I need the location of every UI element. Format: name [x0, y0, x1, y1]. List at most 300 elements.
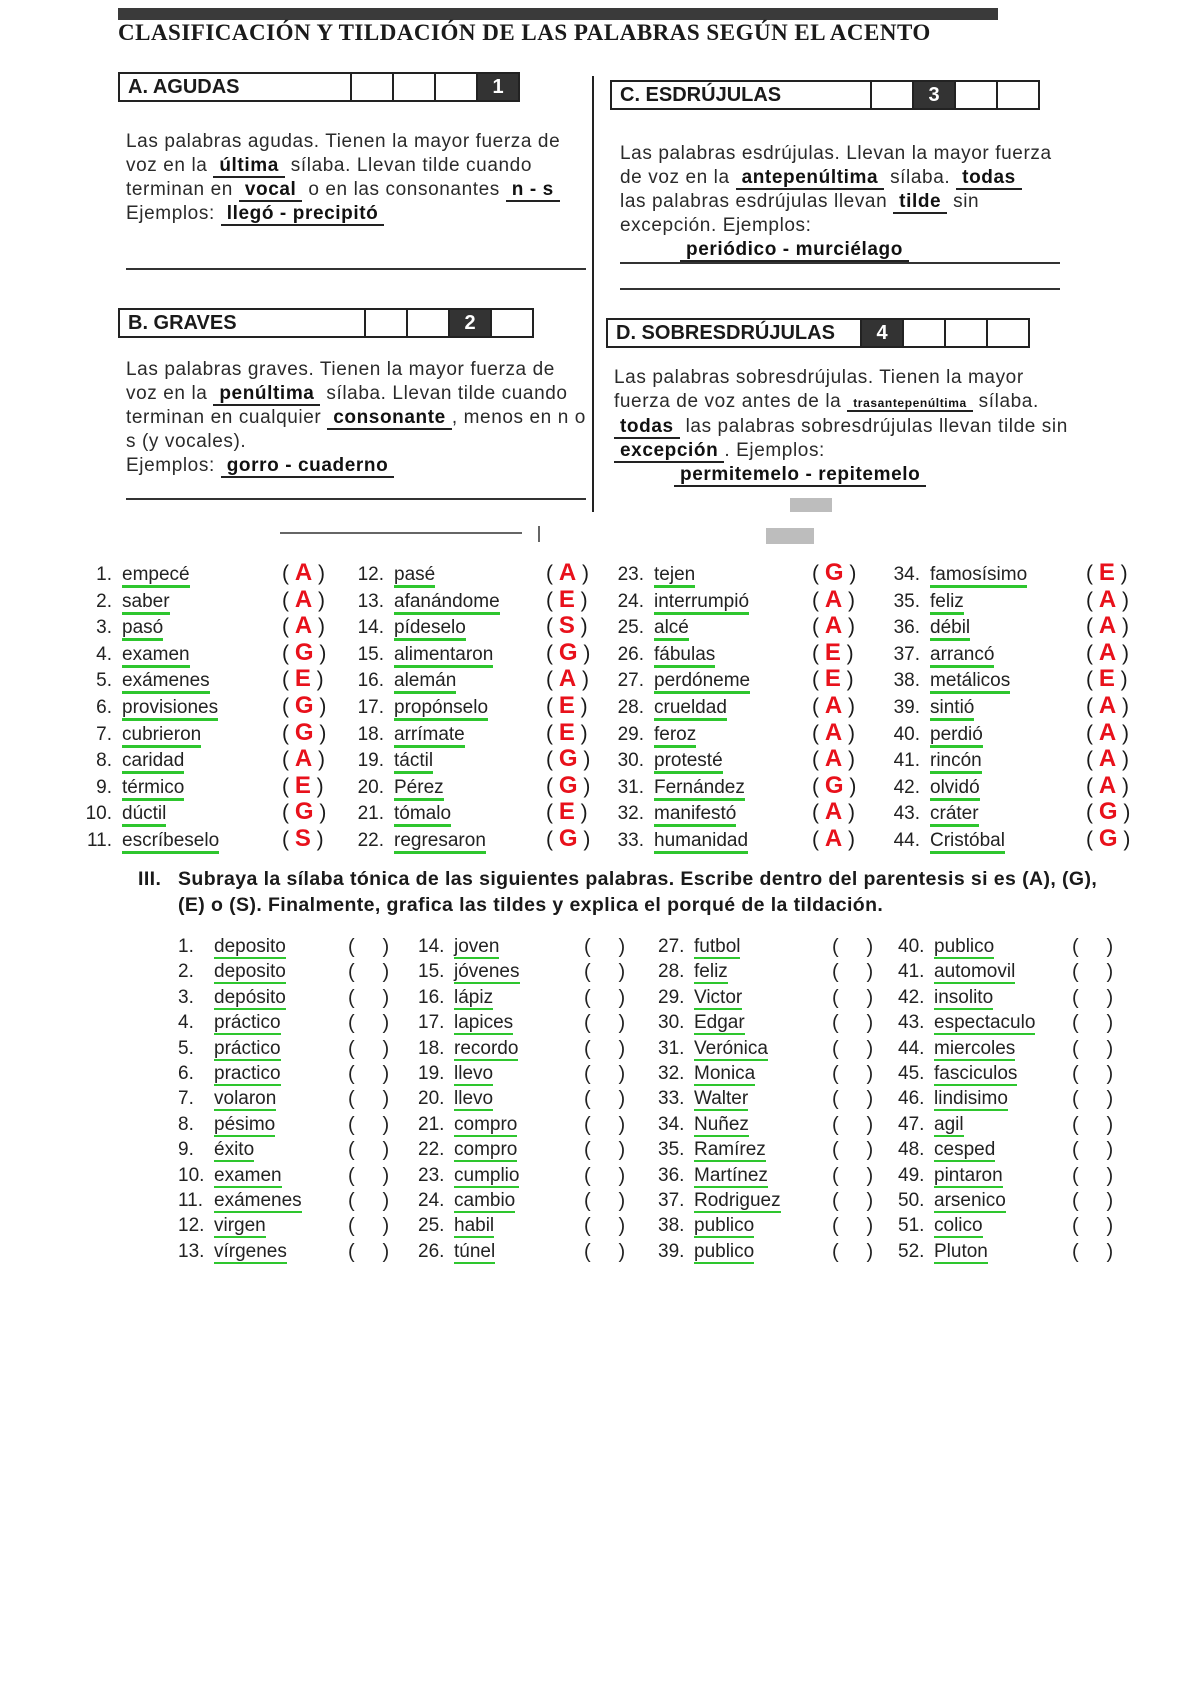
ex3-answer-box[interactable]: ( ) [584, 1114, 626, 1136]
ex3-item-word: jóvenes [454, 961, 520, 982]
ex2-item-word: regresaron [394, 830, 486, 854]
ex2-item-number: 43. [893, 803, 920, 824]
fill-antepenultima: antepenúltima [736, 167, 885, 190]
ex3-answer-box[interactable]: ( ) [348, 1139, 390, 1161]
ex3-item-word: deposito [214, 961, 286, 982]
fill-todas-d: todas [614, 416, 680, 439]
ex3-item-number: 39. [658, 1241, 685, 1262]
ex3-item [898, 961, 1015, 983]
ex3-item-number: 29. [658, 987, 685, 1008]
ex2-item-word: afanándome [394, 591, 500, 615]
ex2-item [886, 803, 979, 825]
ex3-answer-box[interactable]: ( ) [348, 961, 390, 983]
ex3-item-number: 37. [658, 1190, 685, 1211]
ex2-answer-letter: G [824, 772, 844, 799]
ex3-item-number: 13. [178, 1241, 205, 1262]
ex2-item [886, 777, 980, 799]
ex2-item-word: empecé [122, 564, 190, 588]
ex2-item-word: tejen [654, 564, 695, 588]
ex2-item-number: 16. [357, 670, 384, 691]
ex2-item-number: 18. [357, 724, 384, 745]
ex3-item-word: pésimo [214, 1114, 276, 1135]
ex3-item [658, 936, 740, 958]
ex2-item-word: arrancó [930, 644, 994, 668]
ex3-answer-box[interactable]: ( ) [1072, 1215, 1114, 1237]
ex2-answer-letter: A [1098, 719, 1117, 746]
ex3-item [418, 1063, 493, 1085]
ex3-answer-box[interactable]: ( ) [584, 1038, 626, 1060]
fill-consonante: consonante [327, 407, 452, 430]
section-d-text: Las palabras sobresdrújulas. Tienen la mayor fuerza de voz antes de la trasantepenúltima sílaba. todas las palabras sobresdrújulas llevan tilde sin excepción . Ejemplos: permitemelo - repitemelo [614, 367, 1068, 485]
ex3-answer-box[interactable]: ( ) [348, 1165, 390, 1187]
ex2-item-word: térmico [122, 777, 184, 801]
ex3-item-number: 40. [898, 936, 925, 957]
ex2-answer: ( G ) [812, 559, 857, 586]
ex3-answer-box[interactable]: ( ) [584, 1139, 626, 1161]
ex2-item [886, 617, 970, 639]
fill-trasantepenultima: trasantepenúltima [847, 396, 973, 412]
ex3-answer-box[interactable]: ( ) [1072, 987, 1114, 1009]
ex3-item [898, 936, 994, 958]
ex3-answer-box[interactable]: ( ) [584, 987, 626, 1009]
ex3-answer-box[interactable]: ( ) [584, 961, 626, 983]
ex2-answer-letter: G [294, 798, 314, 825]
ex2-answer: ( A ) [812, 692, 855, 719]
ex3-answer-box[interactable]: ( ) [348, 1088, 390, 1110]
ex3-answer-box[interactable]: ( ) [832, 961, 874, 983]
section-d-header [606, 318, 1030, 348]
section-c-header [610, 80, 1040, 110]
ex3-answer-box[interactable]: ( ) [1072, 961, 1114, 983]
ex3-answer-box[interactable]: ( ) [1072, 1038, 1114, 1060]
ex2-item-number: 30. [617, 750, 644, 771]
ex3-item [898, 1038, 1015, 1060]
ex2-item [610, 830, 748, 852]
ex2-answer: ( A ) [812, 745, 855, 772]
ex2-item-word: Fernández [654, 777, 745, 801]
ex3-item-number: 2. [178, 961, 194, 982]
ex3-item-word: túnel [454, 1241, 496, 1262]
ex2-answer: ( A ) [1086, 586, 1129, 613]
ex3-answer-box[interactable]: ( ) [832, 1190, 874, 1212]
ex2-item-number: 28. [617, 697, 644, 718]
ex2-item-number: 40. [893, 724, 920, 745]
ex3-item-number: 34. [658, 1114, 685, 1135]
ex2-answer: ( G ) [282, 639, 327, 666]
ex2-answer-letter: S [294, 825, 311, 852]
ex2-item-number: 23. [617, 564, 644, 585]
ex3-item-word: vírgenes [214, 1241, 287, 1262]
ex3-answer-box[interactable]: ( ) [584, 1063, 626, 1085]
ex2-item-number: 29. [617, 724, 644, 745]
ex2-item-number: 35. [893, 591, 920, 612]
ex3-answer-box[interactable]: ( ) [1072, 1190, 1114, 1212]
ex2-answer-letter: E [824, 665, 841, 692]
ex3-answer-box[interactable]: ( ) [348, 1215, 390, 1237]
ex2-answer-letter: A [558, 559, 577, 586]
ex3-item-number: 15. [418, 961, 445, 982]
ex2-answer-letter: S [558, 612, 575, 639]
ex2-answer: ( A ) [1086, 745, 1129, 772]
ex3-answer-box[interactable]: ( ) [832, 1215, 874, 1237]
ex2-item [78, 591, 170, 613]
ex3-answer-box[interactable]: ( ) [832, 1088, 874, 1110]
ex2-answer: ( G ) [812, 772, 857, 799]
ex3-item-word: futbol [694, 936, 741, 957]
ex3-item-word: fasciculos [934, 1063, 1018, 1084]
ex2-item [610, 670, 750, 692]
ex2-answer-letter: A [1098, 692, 1117, 719]
ex2-answer: ( A ) [1086, 612, 1129, 639]
ex2-item-number: 4. [96, 644, 112, 665]
ex3-item-word: Nuñez [694, 1114, 749, 1135]
ex2-item [350, 617, 466, 639]
ex2-item [886, 564, 1027, 586]
ex3-item [898, 1088, 1008, 1110]
ex2-answer: ( G ) [546, 772, 591, 799]
ex3-answer-box[interactable]: ( ) [1072, 1114, 1114, 1136]
ex3-item [418, 936, 499, 958]
ex2-answer-letter: E [1098, 559, 1115, 586]
ex2-answer: ( A ) [1086, 772, 1129, 799]
ex2-answer: ( A ) [812, 798, 855, 825]
ex3-item [418, 1190, 515, 1212]
ex2-item-number: 34. [893, 564, 920, 585]
ex2-answer-letter: E [558, 719, 575, 746]
ex3-item-number: 50. [898, 1190, 925, 1211]
ex3-item-number: 7. [178, 1088, 194, 1109]
ex3-item-number: 25. [418, 1215, 445, 1236]
ex3-item [418, 1012, 513, 1034]
ex2-item-number: 36. [893, 617, 920, 638]
ex2-item-number: 15. [357, 644, 384, 665]
ex2-answer: ( G ) [282, 719, 327, 746]
ex3-answer-box[interactable]: ( ) [832, 1038, 874, 1060]
ex2-item [610, 644, 715, 666]
ex2-item-number: 26. [617, 644, 644, 665]
ex3-item [418, 1114, 517, 1136]
ex2-item-word: examen [122, 644, 190, 668]
ex3-item [658, 1038, 768, 1060]
ex2-answer: ( G ) [546, 825, 591, 852]
ex3-item-word: insolito [934, 987, 994, 1008]
ex2-item [886, 697, 974, 719]
ex2-item-word: Pérez [394, 777, 444, 801]
ex3-item-number: 21. [418, 1114, 445, 1135]
ex2-item-number: 31. [617, 777, 644, 798]
ex2-answer-letter: A [824, 798, 843, 825]
ex3-item-word: éxito [214, 1139, 255, 1160]
ex2-item [78, 830, 219, 852]
ex3-answer-box[interactable]: ( ) [584, 936, 626, 958]
ex3-item [178, 1190, 302, 1212]
ex2-answer-letter: E [294, 772, 311, 799]
ex3-item [658, 1063, 755, 1085]
ex2-item-word: exámenes [122, 670, 210, 694]
ex3-item-word: joven [454, 936, 500, 957]
ex2-item [78, 777, 184, 799]
ex2-answer: ( A ) [282, 586, 325, 613]
ex2-item-number: 27. [617, 670, 644, 691]
ex3-item-word: pintaron [934, 1165, 1003, 1186]
ex3-item [418, 987, 493, 1009]
ex3-answer-box[interactable]: ( ) [348, 1063, 390, 1085]
ex3-item-word: cesped [934, 1139, 996, 1160]
ex3-item [658, 1012, 745, 1034]
ex3-answer-box[interactable]: ( ) [1072, 1088, 1114, 1110]
ex3-answer-box[interactable]: ( ) [584, 1190, 626, 1212]
ex3-answer-box[interactable]: ( ) [584, 1012, 626, 1034]
ex3-item-word: lapices [454, 1012, 514, 1033]
ex2-answer-letter: A [294, 612, 313, 639]
ex2-answer-letter: E [824, 639, 841, 666]
ex3-item-number: 6. [178, 1063, 194, 1084]
ex3-item-word: agil [934, 1114, 964, 1135]
ex3-item-word: habil [454, 1215, 495, 1236]
ex3-answer-box[interactable]: ( ) [832, 936, 874, 958]
ex3-item [658, 1215, 754, 1237]
ex2-answer: ( A ) [812, 825, 855, 852]
ex3-item-number: 36. [658, 1165, 685, 1186]
ex2-answer-letter: A [824, 745, 843, 772]
ex2-item [78, 724, 201, 746]
ex3-item-number: 3. [178, 987, 194, 1008]
ex3-answer-box[interactable]: ( ) [1072, 936, 1114, 958]
ex3-item-word: compro [454, 1114, 518, 1135]
ex3-item [898, 1139, 995, 1161]
ex2-answer: ( A ) [1086, 639, 1129, 666]
ex3-item-number: 45. [898, 1063, 925, 1084]
ex3-item-word: recordo [454, 1038, 519, 1059]
ex2-item [78, 670, 210, 692]
section-c-text: Las palabras esdrújulas. Llevan la mayor fuerza de voz en la antepenúltima sílaba. todas las palabras esdrújulas llevan tilde sin excepción. Ejemplos: periódico - murciélago [620, 143, 1052, 260]
ex3-item-number: 23. [418, 1165, 445, 1186]
ex2-item-number: 7. [96, 724, 112, 745]
ex2-item-word: arrímate [394, 724, 465, 748]
ex2-item-number: 21. [357, 803, 384, 824]
ex3-item-number: 47. [898, 1114, 925, 1135]
ex3-item-number: 4. [178, 1012, 194, 1033]
ex3-item-word: deposito [214, 936, 286, 957]
ex2-item-number: 6. [96, 697, 112, 718]
ex2-item-word: humanidad [654, 830, 748, 854]
ex3-item-word: miercoles [934, 1038, 1016, 1059]
fill-examples-d: permitemelo - repitemelo [674, 464, 926, 487]
ex2-item [350, 803, 451, 825]
ex3-item-number: 8. [178, 1114, 194, 1135]
ex3-item-number: 30. [658, 1012, 685, 1033]
ex3-item-number: 20. [418, 1088, 445, 1109]
ex2-item [350, 724, 465, 746]
ex2-item [886, 591, 964, 613]
ex2-item-number: 33. [617, 830, 644, 851]
ex3-answer-box[interactable]: ( ) [584, 1241, 626, 1263]
ex2-answer-letter: E [558, 692, 575, 719]
ex3-item-number: 49. [898, 1165, 925, 1186]
ex2-answer: ( G ) [1086, 825, 1131, 852]
ex2-answer: ( E ) [282, 772, 324, 799]
ex2-item-word: caridad [122, 750, 184, 774]
ex2-item-number: 42. [893, 777, 920, 798]
ex2-answer-letter: A [294, 745, 313, 772]
ex2-item [350, 564, 435, 586]
ex2-item-number: 3. [96, 617, 112, 638]
ex2-item-number: 19. [357, 750, 384, 771]
ex3-answer-box[interactable]: ( ) [832, 987, 874, 1009]
ex2-item-number: 5. [96, 670, 112, 691]
ex3-item-word: Victor [694, 987, 743, 1008]
ex2-item-word: dúctil [122, 803, 166, 827]
ex2-item-number: 24. [617, 591, 644, 612]
ex2-item-number: 8. [96, 750, 112, 771]
ex3-item-word: llevo [454, 1063, 494, 1084]
ex2-item-number: 22. [357, 830, 384, 851]
ex2-answer: ( G ) [546, 639, 591, 666]
ex3-answer-box[interactable]: ( ) [1072, 1139, 1114, 1161]
ex3-answer-box[interactable]: ( ) [348, 1190, 390, 1212]
ex3-answer-box[interactable]: ( ) [584, 1088, 626, 1110]
ex3-item-word: publico [934, 936, 995, 957]
ex3-answer-box[interactable]: ( ) [348, 1012, 390, 1034]
ex3-answer-box[interactable]: ( ) [832, 1012, 874, 1034]
ex3-item [898, 1114, 964, 1136]
ex3-item-number: 42. [898, 987, 925, 1008]
ex3-item-word: examen [214, 1165, 282, 1186]
ex3-answer-box[interactable]: ( ) [584, 1215, 626, 1237]
ex2-item-word: Cristóbal [930, 830, 1005, 854]
ex3-item [898, 1012, 1035, 1034]
ex3-item [658, 961, 728, 983]
ex3-item-word: espectaculo [934, 1012, 1036, 1033]
ex2-item-number: 41. [893, 750, 920, 771]
ex3-item-number: 27. [658, 936, 685, 957]
ex2-item [350, 644, 493, 666]
ex2-item-word: feroz [654, 724, 696, 748]
ex3-answer-box[interactable]: ( ) [584, 1165, 626, 1187]
ex2-answer: ( E ) [812, 639, 854, 666]
fill-vocal: vocal [239, 179, 303, 202]
ex2-item-number: 44. [893, 830, 920, 851]
ex3-answer-box[interactable]: ( ) [1072, 1165, 1114, 1187]
ex3-item-number: 48. [898, 1139, 925, 1160]
ex3-item-number: 51. [898, 1215, 925, 1236]
ex2-item-word: propónselo [394, 697, 488, 721]
ex3-item-word: lindisimo [934, 1088, 1008, 1109]
ex3-item [178, 961, 286, 983]
ex3-item-word: automovil [934, 961, 1016, 982]
ex3-item [658, 1114, 749, 1136]
ex3-item [898, 1165, 1003, 1187]
ex3-item-number: 12. [178, 1215, 205, 1236]
ex3-item-word: Rodriguez [694, 1190, 781, 1211]
exercise-3-instruction: III. Subraya la sílaba tónica de las siguientes palabras. Escribe dentro del parentesis si es (A), (G), (E) o (S). Finalmente, grafica las tildes y explica el porqué de la tildación. [138, 868, 1098, 916]
section-b-header [118, 308, 534, 338]
ex2-item-word: pídeselo [394, 617, 466, 641]
ex2-item [350, 670, 456, 692]
ex3-answer-box[interactable]: ( ) [348, 1241, 390, 1263]
ex3-item-number: 16. [418, 987, 445, 1008]
ex2-item-word: táctil [394, 750, 433, 774]
ex3-item-number: 35. [658, 1139, 685, 1160]
ex3-item [418, 1139, 517, 1161]
ex2-answer: ( A ) [812, 586, 855, 613]
ex3-item-word: cambio [454, 1190, 516, 1211]
ex3-item [178, 1165, 282, 1187]
scan-header-bar [118, 8, 998, 20]
ex2-answer-letter: G [294, 692, 314, 719]
ex3-item [658, 1139, 766, 1161]
ex2-item-word: cráter [930, 803, 979, 827]
section-d-title: D. SOBRESDRÚJULAS [616, 321, 835, 344]
section-a-number: 1 [476, 74, 518, 100]
ex2-item-number: 37. [893, 644, 920, 665]
ex2-answer-letter: E [558, 798, 575, 825]
ex2-item [350, 750, 433, 772]
ex3-item [178, 1114, 275, 1136]
ex2-item [886, 830, 1005, 852]
ex2-answer: ( E ) [546, 798, 588, 825]
ex3-answer-box[interactable]: ( ) [348, 936, 390, 958]
ex2-answer-letter: G [558, 745, 578, 772]
ex3-answer-box[interactable]: ( ) [1072, 1063, 1114, 1085]
ex3-item-word: Verónica [694, 1038, 768, 1059]
ex3-item [898, 1215, 983, 1237]
ex3-item-number: 26. [418, 1241, 445, 1262]
ex3-answer-box[interactable]: ( ) [348, 1114, 390, 1136]
ex2-item-number: 13. [357, 591, 384, 612]
ex2-answer-letter: G [558, 825, 578, 852]
ex3-item [178, 1215, 266, 1237]
ex3-item-number: 10. [178, 1165, 205, 1186]
page-title: CLASIFICACIÓN Y TILDACIÓN DE LAS PALABRAS SEGÚN EL ACENTO [118, 20, 931, 45]
ex2-item-number: 38. [893, 670, 920, 691]
ex3-item [418, 1088, 493, 1110]
ex3-item-number: 14. [418, 936, 445, 957]
ex2-answer: ( A ) [812, 719, 855, 746]
ex2-answer-letter: G [1098, 825, 1118, 852]
ex3-answer-box[interactable]: ( ) [832, 1114, 874, 1136]
section-c-title: C. ESDRÚJULAS [620, 83, 782, 106]
ex3-item [178, 987, 286, 1009]
ex3-answer-box[interactable]: ( ) [348, 987, 390, 1009]
ex2-item [886, 750, 982, 772]
exercise-3-label: III. [138, 868, 162, 890]
ex3-answer-box[interactable]: ( ) [832, 1063, 874, 1085]
ex2-item-word: protesté [654, 750, 723, 774]
ex3-answer-box[interactable]: ( ) [832, 1139, 874, 1161]
ex3-item-number: 31. [658, 1038, 685, 1059]
ex2-item-word: sintió [930, 697, 974, 721]
ex3-item [658, 1190, 781, 1212]
ex3-answer-box[interactable]: ( ) [348, 1038, 390, 1060]
ex3-item-word: Walter [694, 1088, 749, 1109]
ex2-item-word: interrumpió [654, 591, 749, 615]
ex2-item-word: provisiones [122, 697, 218, 721]
ex3-answer-box[interactable]: ( ) [832, 1241, 874, 1263]
ex3-item-word: arsenico [934, 1190, 1006, 1211]
ex2-answer: ( E ) [282, 665, 324, 692]
ex2-answer-letter: A [294, 586, 313, 613]
ex3-answer-box[interactable]: ( ) [1072, 1012, 1114, 1034]
ex3-answer-box[interactable]: ( ) [832, 1165, 874, 1187]
ex3-item [418, 961, 520, 983]
ex3-item-number: 9. [178, 1139, 194, 1160]
ex2-item-word: crueldad [654, 697, 727, 721]
ex2-item [886, 670, 1010, 692]
ex3-item-word: publico [694, 1241, 755, 1262]
ex2-item-word: famosísimo [930, 564, 1027, 588]
ex3-answer-box[interactable]: ( ) [1072, 1241, 1114, 1263]
